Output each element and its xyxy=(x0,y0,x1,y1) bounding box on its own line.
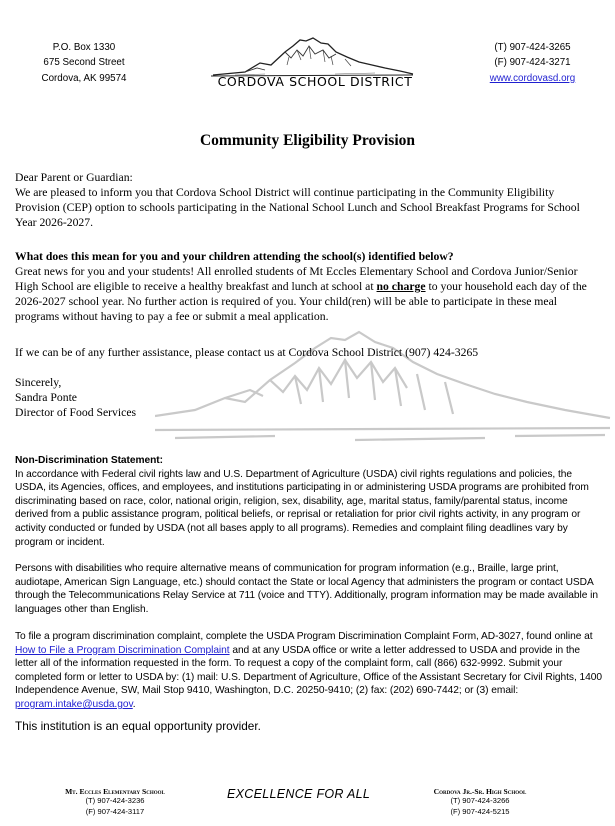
motto: EXCELLENCE FOR ALL xyxy=(227,787,371,801)
nondiscrimination-heading: Non-Discrimination Statement: xyxy=(15,455,163,466)
address-line: P.O. Box 1330 xyxy=(52,42,116,53)
district-contact xyxy=(470,40,595,86)
elementary-fax: (F) 907-424-3117 xyxy=(85,806,145,816)
complaint-form-link[interactable]: How to File a Program Discrimination Complaint xyxy=(15,644,230,656)
address-line: 675 Second Street xyxy=(43,57,125,69)
high-school-fax: (F) 907-424-5215 xyxy=(450,806,510,816)
nondiscrimination-paragraph-2: Persons with disabilities who require alternative means of communication for program information (e.g., Braille, large print, audiotape, American Sign Language, etc.) should contact the State or local Agency that administers the program or contact USDA through the Telecommunications Relay Service at 711 (voice and TTY). Additionally, program information may be made available in languages other than English. xyxy=(15,563,598,615)
contact-paragraph: If we can be of any further assistance, please contact us at Cordova School District (907) 424-3265 xyxy=(15,346,479,359)
elementary-school-name: Mt. Eccles Elementary School xyxy=(65,787,165,796)
district-address xyxy=(28,40,140,86)
signature-block xyxy=(15,375,600,420)
phone-number: (T) 907-424-3265 xyxy=(494,42,571,53)
address-line: Cordova, AK 99574 xyxy=(41,72,127,84)
footer-right-school xyxy=(405,787,555,817)
eligibility-paragraph xyxy=(15,264,600,324)
district-name: CORDOVA SCHOOL DISTRICT xyxy=(217,74,413,89)
letter-body xyxy=(15,170,600,230)
nondiscrimination-paragraph-1: In accordance with Federal civil rights law and U.S. Department of Agriculture (USDA) civil rights regulations and policies, the USDA, its Agencies, offices, and employees, and institutions participating in or administering USDA programs are prohibited from discriminating based on race, color, national origin, religion, sex, disability, age, marital status, family/parental status, income derived from a public assistance program, political beliefs, or reprisal or retaliation for prior civil rights activity, in any program or activity conducted or funded by USDA (not all bases apply to all programs). Remedies and complaint filing deadlines vary by program or incident. xyxy=(15,468,589,548)
email-link[interactable]: program.intake@usda.gov xyxy=(15,698,133,710)
fax-number: (F) 907-424-3271 xyxy=(494,57,571,69)
complaint-text-middle: and at any USDA office or write a letter addressed to USDA and provide in the letter all of the information requested in the form. To request a copy of the complaint form, call (866) 632-9992. Submit your completed form or letter to USDA by: (1) mail: U.S. Department of Agriculture, Office of the Assistant Secretary for Civil Rights, 1400 Independence Avenue, SW, Mail Stop 9410, Washington, D.C. 20250-9410; (2) fax: (202) 690-7442; or (3) email: xyxy=(15,644,603,697)
intro-paragraph: We are pleased to inform you that Cordova School District will continue participating in the Community Eligibility Provision (CEP) option to schools participating in the National School Lunch and School Breakfast Programs for School Year 2026-2027. xyxy=(15,186,580,230)
page-title: Community Eligibility Provision xyxy=(199,132,416,149)
nondiscrimination-paragraph-3 xyxy=(15,630,603,712)
greeting: Dear Parent or Guardian: xyxy=(15,171,133,184)
closing: Sincerely, xyxy=(15,376,62,389)
eligibility-text-end: to your household each day of the 2026-2027 school year. No further action is required of you. Your child(ren) will be able to participate in these meal programs without having to pay a fee or submit a meal application. xyxy=(15,280,587,324)
no-charge-emphasis: no charge xyxy=(376,280,426,294)
website-link[interactable]: www.cordovasd.org xyxy=(489,72,576,84)
high-school-name: Cordova Jr.-Sr. High School xyxy=(433,787,527,796)
nondiscrimination-statement xyxy=(15,454,603,549)
eligibility-section xyxy=(15,249,600,324)
complaint-text: To file a program discrimination complaint, complete the USDA Program Discrimination Complaint Form, AD-3027, found online at xyxy=(15,631,593,642)
eligibility-text: Great news for you and your students! All enrolled students of Mt Eccles Elementary School and Cordova Junior/Senior High School are eligible to receive a healthy breakfast and lunch at school at xyxy=(15,265,578,294)
elementary-phone: (T) 907-424-3236 xyxy=(85,796,145,805)
complaint-text-end: . xyxy=(132,698,136,710)
question-heading: What does this mean for you and your children attending the school(s) identified below? xyxy=(15,250,454,263)
signer-title: Director of Food Services xyxy=(15,406,137,420)
footer-left-school xyxy=(40,787,190,817)
signer-name: Sandra Ponte xyxy=(15,391,77,405)
high-school-phone: (T) 907-424-3266 xyxy=(450,796,510,805)
equal-opportunity-statement: This institution is an equal opportunity provider. xyxy=(15,719,261,733)
